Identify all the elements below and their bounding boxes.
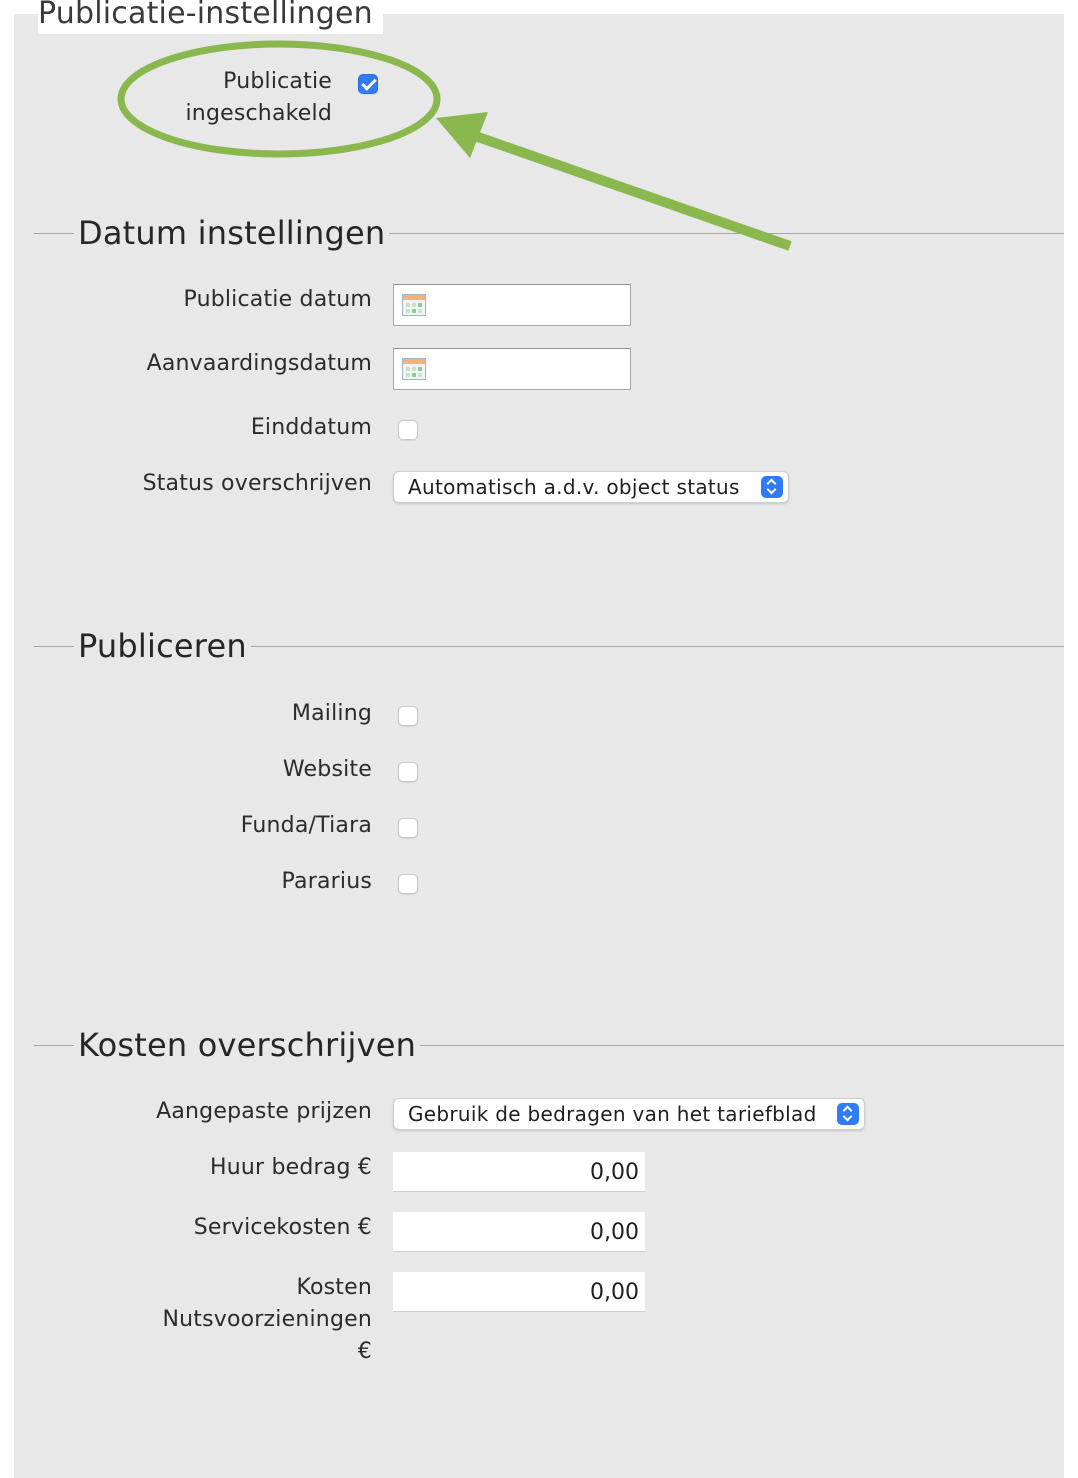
acceptance-date-input[interactable] <box>393 348 631 390</box>
rent-amount-input[interactable]: 0,00 <box>393 1152 645 1192</box>
status-override-label: Status overschrijven <box>142 471 372 496</box>
custom-prices-value: Gebruik de bedragen van het tariefblad <box>408 1102 817 1126</box>
custom-prices-select[interactable] <box>393 1098 865 1130</box>
channel-checkbox-pararius[interactable] <box>398 874 418 894</box>
service-costs-label: Servicekosten € <box>193 1215 372 1240</box>
channel-label-pararius: Pararius <box>281 869 372 894</box>
status-override-value: Automatisch a.d.v. object status <box>408 475 740 499</box>
channel-label-mailing: Mailing <box>291 701 372 726</box>
channel-label-website: Website <box>282 757 372 782</box>
channel-checkbox-website[interactable] <box>398 762 418 782</box>
utilities-costs-input[interactable]: 0,00 <box>393 1272 645 1312</box>
channel-checkbox-funda-tiara[interactable] <box>398 818 418 838</box>
legend-publish: Publiceren <box>74 626 251 666</box>
select-arrows-icon <box>837 1103 859 1125</box>
rent-amount-label: Huur bedrag € <box>209 1155 372 1180</box>
end-date-label: Einddatum <box>250 415 372 440</box>
legend-date-settings: Datum instellingen <box>74 213 389 253</box>
service-costs-input[interactable]: 0,00 <box>393 1212 645 1252</box>
end-date-checkbox[interactable] <box>398 420 418 440</box>
calendar-icon[interactable] <box>402 358 426 380</box>
channel-checkbox-mailing[interactable] <box>398 706 418 726</box>
legend-cost-override: Kosten overschrijven <box>74 1025 420 1065</box>
acceptance-date-label: Aanvaardingsdatum <box>146 351 372 376</box>
select-arrows-icon <box>761 476 783 498</box>
calendar-icon[interactable] <box>402 294 426 316</box>
custom-prices-label: Aangepaste prijzen <box>156 1099 372 1124</box>
publication-enabled-label: Publicatie ingeschakeld <box>185 69 332 126</box>
publication-enabled-checkbox[interactable] <box>358 74 378 94</box>
utilities-costs-label: Kosten Nutsvoorzieningen € <box>162 1275 372 1364</box>
status-override-select[interactable] <box>393 471 789 503</box>
publication-date-input[interactable] <box>393 284 631 326</box>
section-title-publication-settings: Publicatie-instellingen <box>38 0 383 34</box>
channel-label-funda-tiara: Funda/Tiara <box>240 813 372 838</box>
publication-date-label: Publicatie datum <box>183 287 372 312</box>
